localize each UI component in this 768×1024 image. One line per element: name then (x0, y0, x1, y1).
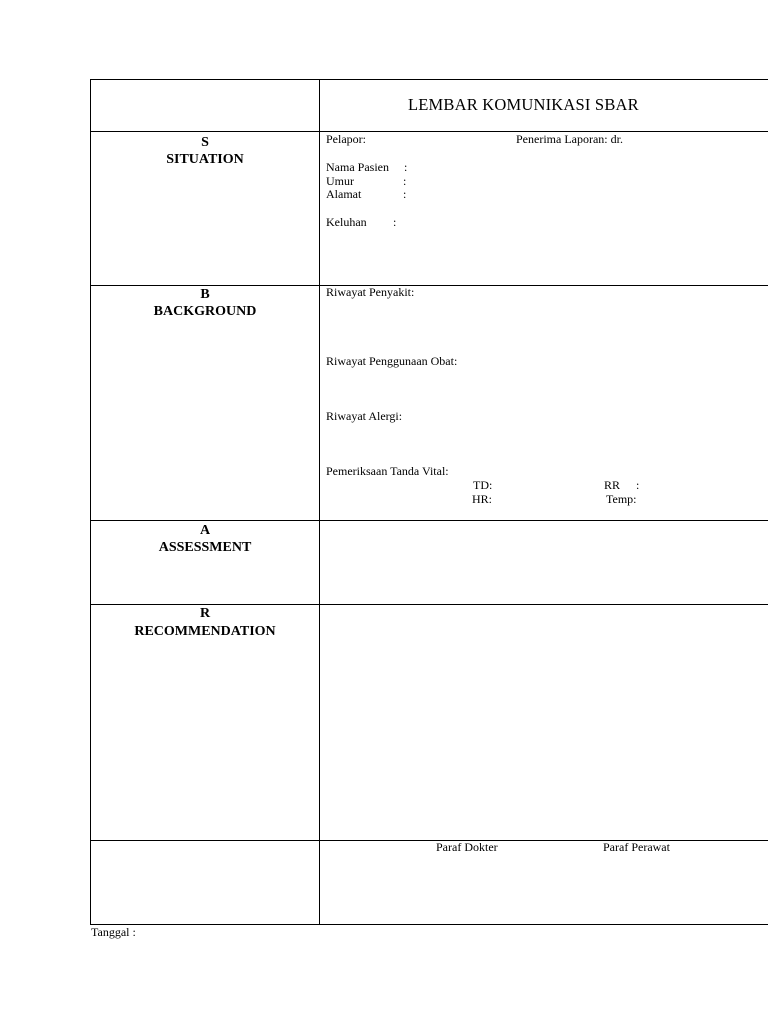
section-name-situation: SITUATION (166, 152, 244, 167)
field-pemeriksaan-tanda-vital: Pemeriksaan Tanda Vital: (326, 464, 449, 478)
paraf-dokter: Paraf Dokter (436, 840, 498, 854)
column-divider (319, 79, 320, 925)
field-temp: Temp: (606, 492, 637, 506)
section-letter-b: B (200, 287, 210, 302)
form-title: LEMBAR KOMUNIKASI SBAR (408, 95, 639, 114)
field-hr: HR: (472, 492, 493, 506)
field-keluhan-colon: : (393, 215, 397, 229)
field-penerima-laporan: Penerima Laporan: dr. (516, 132, 623, 146)
field-umur-colon: : (403, 174, 407, 188)
section-letter-s: S (201, 135, 209, 150)
tanggal-label: Tanggal : (91, 925, 136, 939)
section-letter-a: A (199, 523, 211, 538)
field-pelapor: Pelapor: (326, 132, 366, 146)
field-alamat: Alamat (326, 187, 362, 201)
table-border-top (90, 79, 768, 80)
field-rr: RR (604, 478, 621, 492)
field-riwayat-alergi: Riwayat Alergi: (326, 409, 403, 423)
table-border-left (90, 79, 91, 925)
row-divider-situation (90, 131, 768, 132)
field-keluhan: Keluhan (326, 215, 367, 229)
section-name-background: BACKGROUND (153, 304, 257, 319)
section-name-assessment: ASSESSMENT (158, 540, 252, 555)
section-name-recommendation: RECOMMENDATION (134, 624, 276, 639)
field-td: TD: (473, 478, 493, 492)
field-umur: Umur (326, 174, 354, 188)
field-nama-pasien: Nama Pasien (326, 160, 389, 174)
field-alamat-colon: : (403, 187, 407, 201)
section-letter-r: R (199, 606, 211, 621)
row-divider-assessment (90, 520, 768, 521)
field-riwayat-penggunaan-obat: Riwayat Penggunaan Obat: (326, 354, 458, 368)
paraf-perawat: Paraf Perawat (603, 840, 670, 854)
field-nama-pasien-colon: : (404, 160, 408, 174)
table-border-bottom (90, 924, 768, 925)
field-rr-colon: : (636, 478, 640, 492)
field-riwayat-penyakit: Riwayat Penyakit: (326, 285, 415, 299)
